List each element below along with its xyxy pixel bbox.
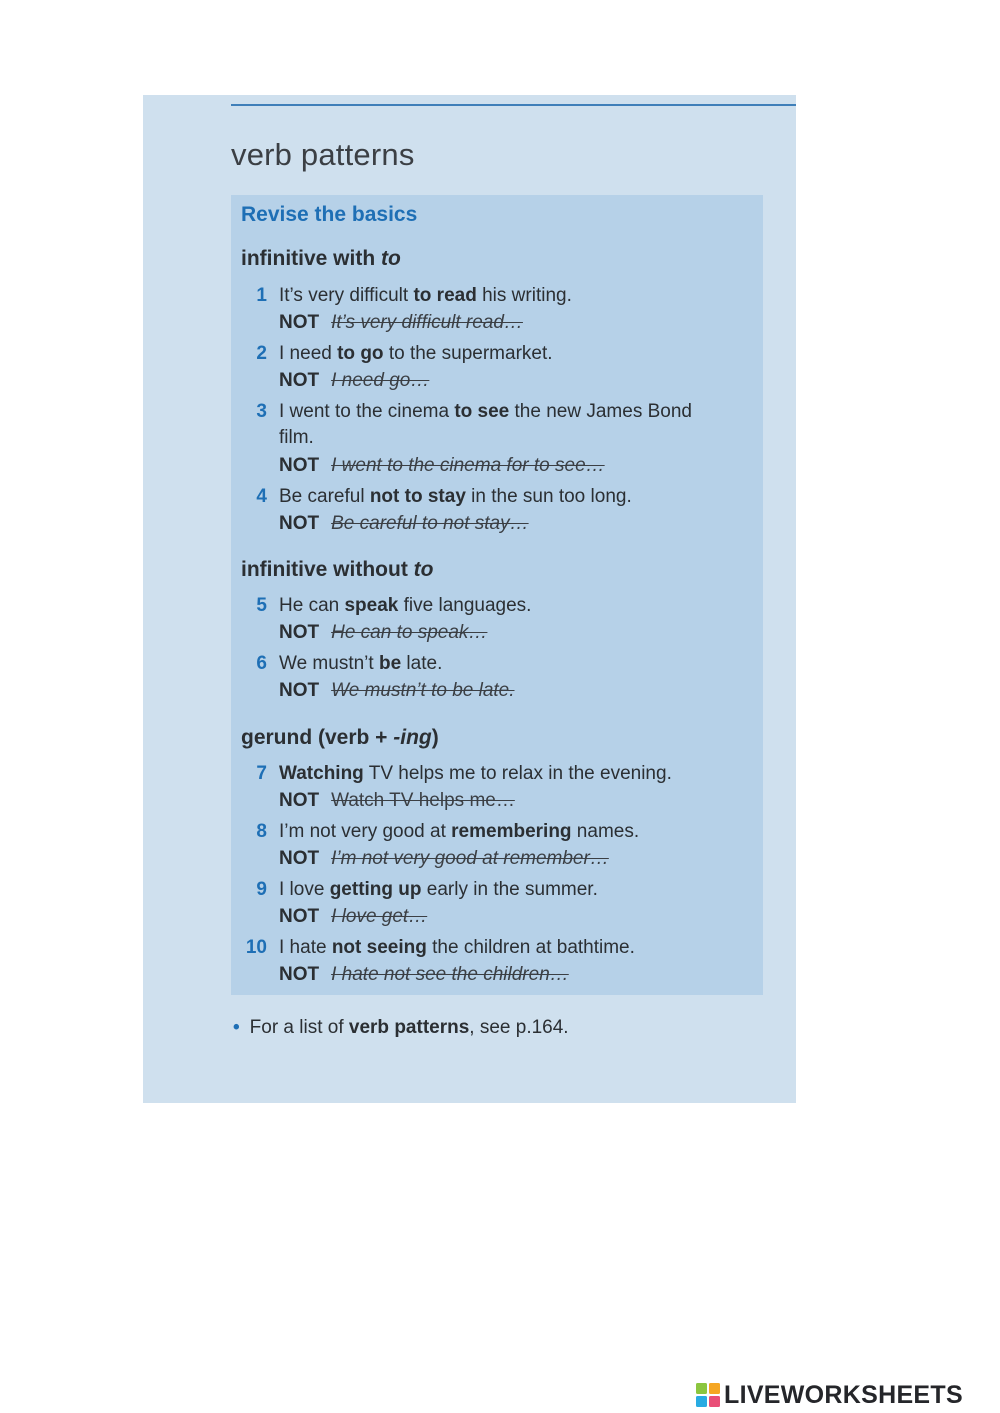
item-number: 8 [256, 821, 267, 842]
item-number: 9 [256, 879, 267, 900]
liveworksheets-brand [696, 1380, 992, 1410]
item-number: 2 [256, 343, 267, 364]
example-sentence: Be careful not to stay in the sun too long. [279, 486, 632, 507]
item-number: 6 [256, 653, 267, 674]
item-number: 7 [256, 763, 267, 784]
liveworksheets-logo-icon [696, 1383, 720, 1407]
item-number: 5 [256, 595, 267, 616]
bullet-icon: • [233, 1017, 240, 1038]
section-heading-gerund: gerund (verb + -ing) [241, 726, 439, 749]
incorrect-example: NOT I love get… [279, 906, 428, 927]
example-sentence: I love getting up early in the summer. [279, 879, 598, 900]
incorrect-example: NOT He can to speak… [279, 622, 488, 643]
example-sentence: We mustn’t be late. [279, 653, 443, 674]
example-sentence: I need to go to the supermarket. [279, 343, 553, 364]
example-sentence: I’m not very good at remembering names. [279, 821, 640, 842]
example-sentence: I went to the cinema to see the new James Bond film. [279, 401, 692, 448]
page-title: verb patterns [231, 137, 415, 172]
incorrect-example: NOT It’s very difficult read… [279, 312, 523, 333]
header-rule [231, 104, 796, 106]
revise-basics-box [231, 195, 763, 995]
box-heading: Revise the basics [241, 203, 418, 226]
footer-note: • For a list of verb patterns, see p.164. [233, 1017, 569, 1038]
incorrect-example: NOT Watch TV helps me… [279, 790, 515, 811]
example-sentence: I hate not seeing the children at bathtime. [279, 937, 635, 958]
brand-wordmark: LIVEWORKSHEETS [724, 1380, 963, 1409]
example-sentence: Watching TV helps me to relax in the evening. [279, 763, 672, 784]
item-number: 1 [256, 285, 267, 306]
incorrect-example: NOT I hate not see the children… [279, 964, 569, 985]
incorrect-example: NOT We mustn’t to be late. [279, 680, 515, 701]
incorrect-example: NOT I need go… [279, 370, 430, 391]
section-heading-infinitive-without-to: infinitive without to [241, 558, 434, 581]
example-sentence: It’s very difficult to read his writing. [279, 285, 572, 306]
incorrect-example: NOT I’m not very good at remember… [279, 848, 609, 869]
incorrect-example: NOT Be careful to not stay… [279, 513, 529, 534]
grammar-panel [143, 95, 796, 1103]
example-sentence: He can speak five languages. [279, 595, 532, 616]
section-heading-infinitive-with-to: infinitive with to [241, 247, 401, 270]
item-number: 3 [256, 401, 267, 422]
incorrect-example: NOT I went to the cinema for to see… [279, 455, 605, 476]
item-number: 4 [256, 486, 267, 507]
item-number: 10 [245, 937, 267, 958]
